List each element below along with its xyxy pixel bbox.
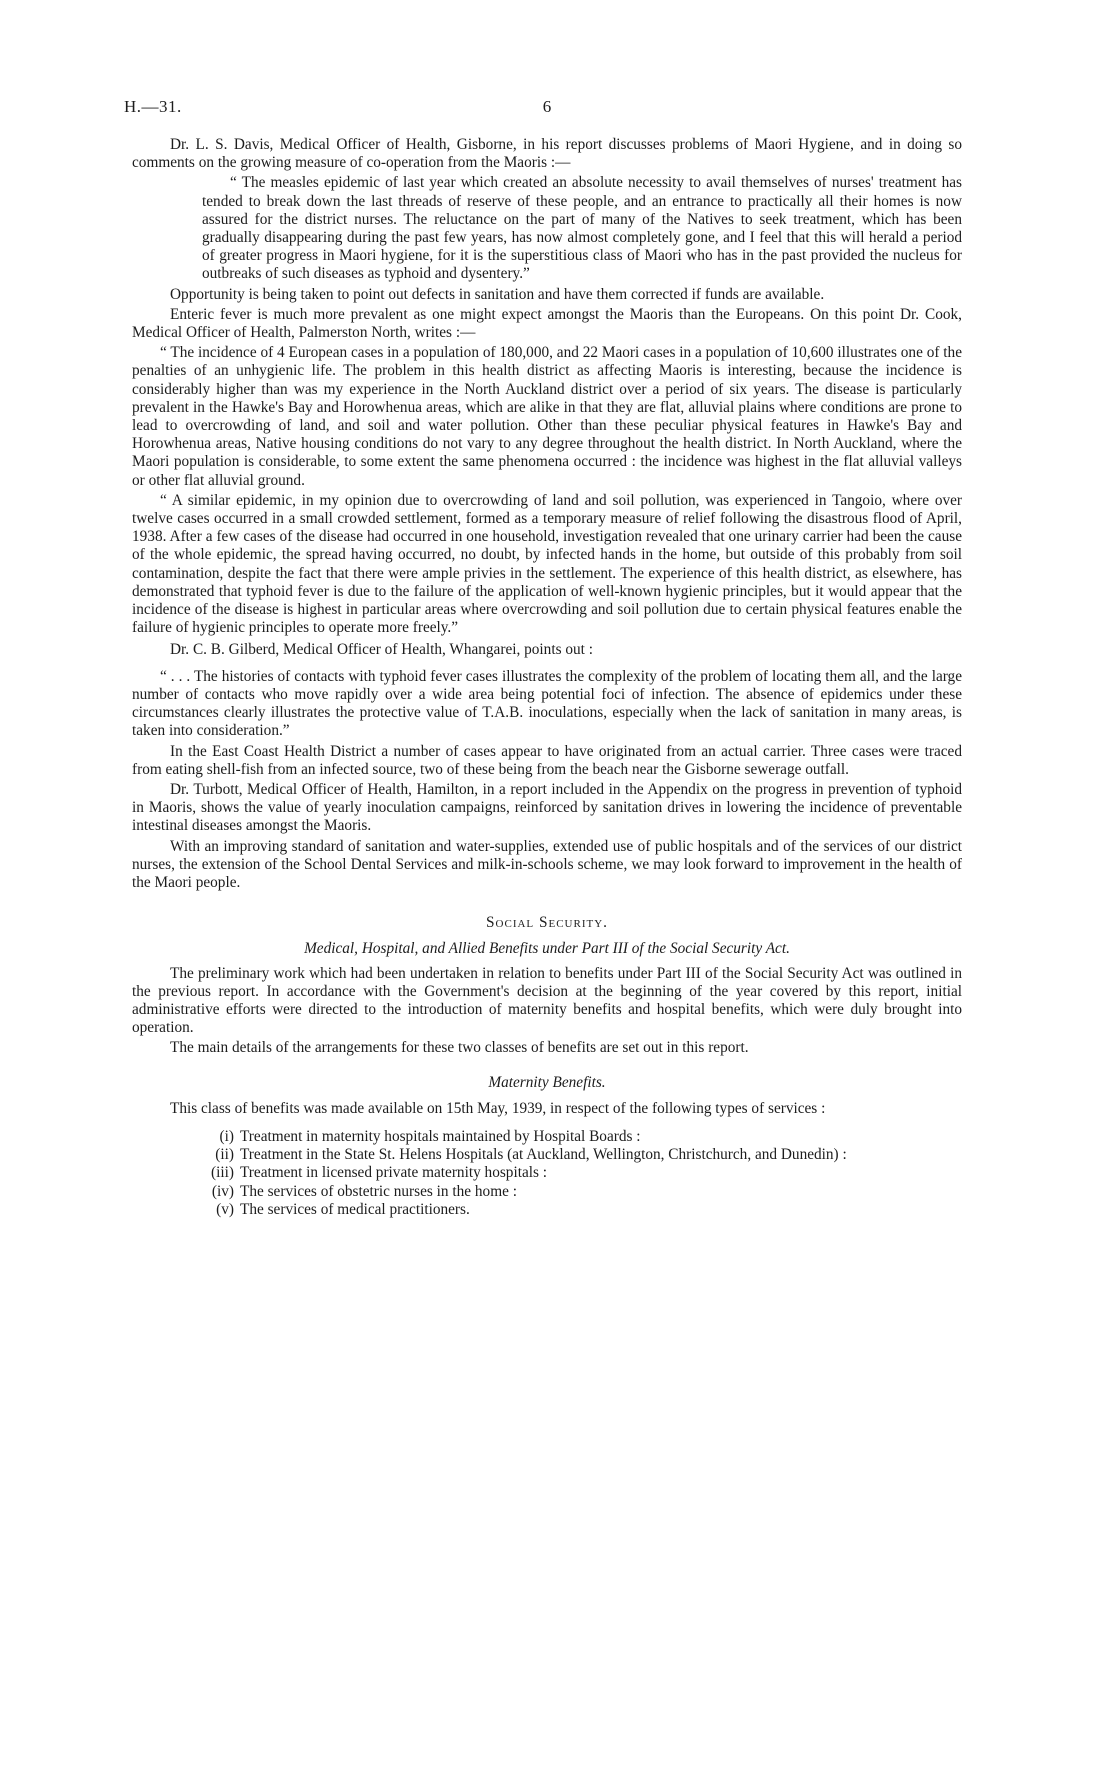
quote-gilberd: “ . . . The histories of contacts with typhoid fever cases illustrates the complexity of the problem of locating them all, and the large number of contacts who move rapidly over a wide area being potential foci of infection. The absence of epidemics under these circumstances clearly illustrates the protective value of T.A.B. inoculations, especially when the lack of sanitation in many areas, is taken into consideration.” [132, 667, 962, 740]
paragraph-gilberd: Dr. C. B. Gilberd, Medical Officer of Health, Whangarei, points out : [170, 641, 593, 659]
paragraph-preliminary: The preliminary work which had been undertaken in relation to benefits under Part III of the Social Security Act was outlined in the previous report. In accordance with the Government's decision at the beginning of the year covered by this report, initial administrative efforts were directed to the introduction of maternity benefits and hospital benefits, which were duly brought into operation. [132, 964, 962, 1037]
section-subtitle: Medical, Hospital, and Allied Benefits under Part III of the Social Security Act. [304, 940, 790, 958]
quote-davis: “ The measles epidemic of last year which created an absolute necessity to avail themselves of nurses' treatment has tended to break down the last threads of reserve of these people, and an entrance to practically all their homes is now assured for the district nurses. The reluctance on the part of many of the Natives to seek treatment, which has been gradually disappearing during the past few years, has now almost completely gone, and I feel that this will herald a period of greater progress in Maori hygiene, for it is the superstitious class of Maori who has in the past provided the nucleus for outbreaks of such diseases as typhoid and dysentery.” [202, 174, 962, 283]
paragraph-main-details: The main details of the arrangements for these two classes of benefits are set out in this report. [170, 1039, 749, 1057]
paragraph-maternity-intro: This class of benefits was made available on 15th May, 1939, in respect of the following types of services : [170, 1099, 826, 1117]
quote-cook-1: “ The incidence of 4 European cases in a population of 180,000, and 22 Maori cases in a population of 10,600 illustrates one of the penalties of an unhygienic life. The problem in this health district as affecting Maoris is interesting, because the incidence is considerably higher than was my experience in the North Auckland district over a period of six years. The disease is particularly prevalent in the Hawke's Bay and Horowhenua areas, which are alike in that they are flat, alluvial plains where conditions are prone to lead to overcrowding of land, and soil and water pollution. Other than these peculiar physical features in Hawke's Bay and Horowhenua areas, Native housing conditions do not vary to any degree throughout the health district. In North Auckland, where the Maori population is considerable, to some extent the same phenomena occurred : the incidence was highest in the flat alluvial valleys or other flat alluvial ground. [132, 344, 962, 489]
list-item: (ii) Treatment in the State St. Helens Hospitals (at Auckland, Wellington, Christchurch, and Dunedin) : [215, 1146, 847, 1164]
paragraph-turbott: Dr. Turbott, Medical Officer of Health, Hamilton, in a report included in the Appendix on the progress in prevention of typhoid in Maoris, shows the value of yearly inoculation campaigns, reinforced by sanitation drives in lowering the incidence of preventable intestinal diseases amongst the Maoris. [132, 780, 962, 835]
section-title: Social Security. [486, 914, 608, 932]
list-item: (v) The services of medical practitioners. [216, 1200, 470, 1218]
page-number: 6 [542, 97, 552, 116]
paragraph-improving: With an improving standard of sanitation and water-supplies, extended use of public hospitals and of the services of our district nurses, the extension of the School Dental Services and milk-in-schools scheme, we may look forward to improvement in the health of the Maori people. [132, 837, 962, 891]
page-header [124, 97, 962, 122]
services-list [192, 1128, 962, 1219]
page-reference: H.—31. [124, 97, 182, 116]
paragraph-davis-intro: Dr. L. S. Davis, Medical Officer of Health, Gisborne, in his report discusses problems of Maori Hygiene, and in doing so comments on the growing measure of co-operation from the Maoris :— [132, 136, 962, 172]
maternity-heading: Maternity Benefits. [488, 1073, 606, 1091]
quote-cook-2: “ A similar epidemic, in my opinion due to overcrowding of land and soil pollution, was experienced in Tangoio, where over twelve cases occurred in a small crowded settlement, formed as a temporary measure of relief following the disastrous flood of April, 1938. After a few cases of the disease had occurred in one household, investigation revealed that one urinary carrier had been the cause of the whole epidemic, the spread having occurred, no doubt, by infected hands in the home, but outside of this probably from soil contamination, despite the fact that there were ample privies in the settlement. The experience of this health district, as elsewhere, has demonstrated that typhoid fever is due to the failure of the application of well-known hygienic principles, but it would appear that the incidence of the disease is highest in particular areas where overcrowding and soil pollution due to certain physical features enable the failure of hygienic principles to operate more freely.” [132, 491, 962, 637]
paragraph-enteric: Enteric fever is much more prevalent as one might expect amongst the Maoris than the Europeans. On this point Dr. Cook, Medical Officer of Health, Palmerston North, writes :— [132, 305, 962, 342]
list-item: (iii) Treatment in licensed private maternity hospitals : [211, 1164, 548, 1182]
paragraph-opportunity: Opportunity is being taken to point out defects in sanitation and have them corrected if funds are available. [170, 285, 825, 303]
paragraph-east-coast: In the East Coast Health District a number of cases appear to have originated from an actual carrier. Three cases were traced from eating shell-fish from an infected source, two of these being from the beach near the Gisborne sewerage outfall. [132, 742, 962, 778]
list-item: (iv) The services of obstetric nurses in the home : [211, 1182, 517, 1200]
list-item: (i) Treatment in maternity hospitals maintained by Hospital Boards : [219, 1127, 641, 1145]
